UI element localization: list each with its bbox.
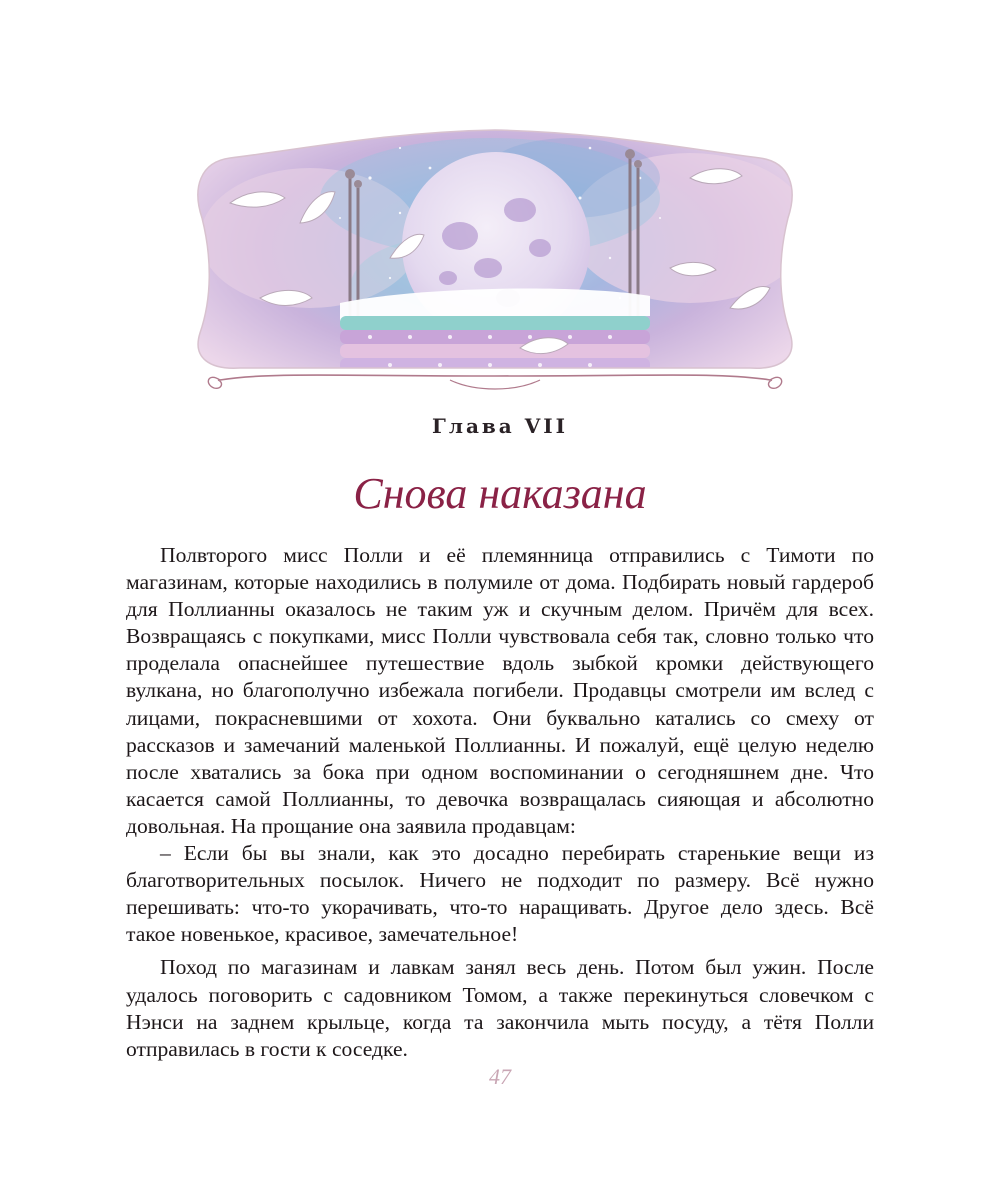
paragraph: Поход по магазинам и лавкам занял весь день. Потом был ужин. После удалось поговорить с садовником Томом, а также перекинуться словечком с Нэнси на заднем крыльце, когда та закончила мыть посуду, а тётя Полли отправилась в гости к соседке. <box>126 955 874 1061</box>
paragraph: – Если бы вы знали, как это досадно перебирать старенькие вещи из благотворительных посылок. Ничего не подходит по размеру. Всё нужно перешивать: что-то укорачивать, что-то наращивать. Другое дело здесь. Всё такое новенькое, красивое, замечательное! <box>126 841 874 947</box>
chapter-body <box>126 542 874 1063</box>
chapter-label: Глава VII <box>432 414 568 438</box>
paragraph: Полвторого мисс Полли и её племянница отправились с Тимоти по магазинам, которые находились в полумиле от дома. Подбирать новый гардероб для Поллианны оказалось не таким уж и скучным делом. Причём для всех. Возвращаясь с покупками, мисс Полли чувствовала себя так, словно только что проделала опаснейшее путешествие вдоль зыбкой кромки действующего вулкана, но благополучно избежала погибели. Продавцы смотрели им вслед с лицами, покрасневшими от хохота. Они буквально катались со смеху от рассказов и замечаний маленькой Поллианны. И пожалуй, ещё целую неделю после хватались за бока при одном воспоминании о сегодняшнем дне. Что касается самой Поллианны, то девочка возвращалась сияющая и абсолютно довольная. На прощание она заявила продавцам: <box>126 543 874 838</box>
page-number: 47 <box>489 1064 511 1089</box>
chapter-title: Снова наказана <box>353 469 647 518</box>
chapter-illustration <box>190 118 800 408</box>
